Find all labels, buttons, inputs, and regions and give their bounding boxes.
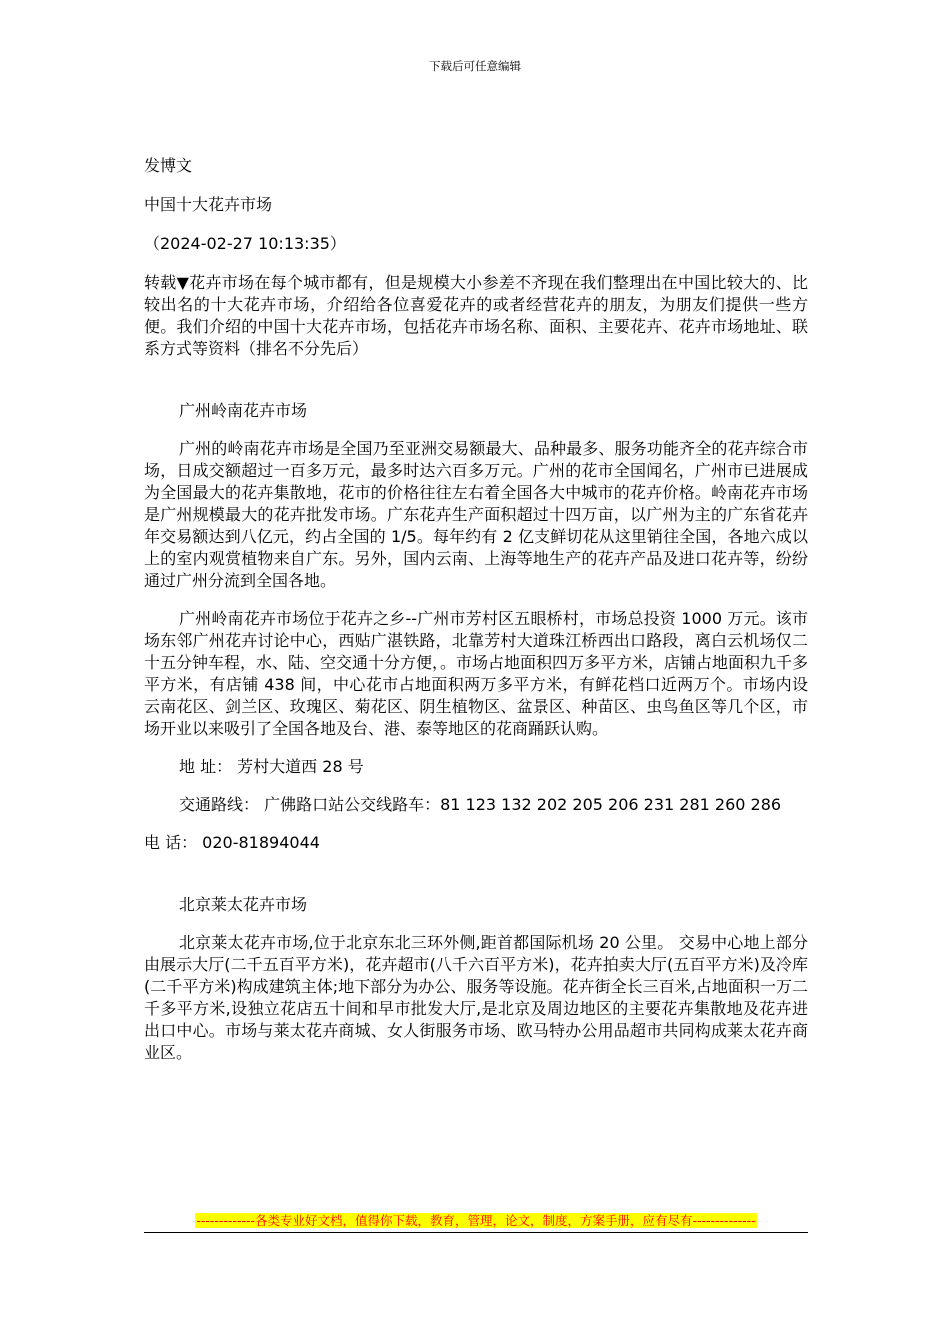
market-phone: 电 话： 020-81894044 [144,833,320,852]
post-datetime: （2024-02-27 10:13:35） [144,234,346,253]
market-heading-guangzhou: 广州岭南花卉市场 [179,401,308,420]
market-transit: 交通路线： 广佛路口站公交线路车：81 123 132 202 205 206 231 281 260 286 [179,795,782,814]
market-heading-beijing: 北京莱太花卉市场 [179,895,308,914]
market-address: 地 址： 芳村大道西 28 号 [179,757,364,776]
document-title: 中国十大花卉市场 [144,195,273,214]
market-paragraph: 广州岭南花卉市场位于花卉之乡--广州市芳村区五眼桥村，市场总投资 1000 万元。该市场东邻广州花卉讨论中心，西贴广湛铁路，北靠芳村大道珠江桥西出口路段，离白云机场仅二十五分钟车程，水、陆、空交通十分方便，。市场占地面积四万多平方米，店铺占地面积九千多平方米，有店铺 438 间，中心花市占地面积两万多平方米，有鲜花档口近两万个。市场内设云南花区、剑兰区、玫瑰区、菊花区、阴生植物区、盆景区、种苗区、虫鸟鱼区等几个区，市场开业以来吸引了全国各地及台、港、泰等地区的花商踊跃认购。 [144,609,809,738]
footer-divider [144,1232,808,1233]
market-paragraph: 北京莱太花卉市场,位于北京东北三环外侧,距首都国际机场 20 公里。 交易中心地上部分由展示大厅(二千五百平方米)，花卉超市(八千六百平方米)，花卉拍卖大厅(五百平方米)及冷库(二千平方米)构成建筑主体;地下部分为办公、服务等设施。花卉街全长三百米,占地面积一万二千多平方米,设独立花店五十间和早市批发大厅,是北京及周边地区的主要花卉集散地及花卉进出口中心。市场与莱太花卉商城、女人街服务市场、欧马特办公用品超市共同构成莱太花卉商业区。 [144,933,808,1062]
blog-label: 发博文 [144,156,193,175]
footer-banner-text: -------------各类专业好文档，值得你下载，教育，管理，论文，制度，方案手册，应有尽有-------------- [196,1213,756,1228]
document-body [144,155,808,1064]
page-header-note: 下载后可任意编辑 [429,59,521,73]
market-paragraph: 广州的岭南花卉市场是全国乃至亚洲交易额最大、品种最多、服务功能齐全的花卉综合市场，日成交额超过一百多万元，最多时达六百多万元。广州的花市全国闻名，广州市已进展成为全国最大的花卉集散地，花市的价格往往左右着全国各大中城市的花卉价格。岭南花卉市场是广州规模最大的花卉批发市场。广东花卉生产面积超过十四万亩，以广州为主的广东省花卉年交易额达到八亿元，约占全国的 1/5。每年约有 2 亿支鲜切花从这里销往全国，各地六成以上的室内观赏植物来自广东。另外，国内云南、上海等地生产的花卉产品及进口花卉等，纷纷通过广州分流到全国各地。 [144,439,808,590]
footer-banner [144,1213,808,1229]
intro-paragraph: 转载▼花卉市场在每个城市都有，但是规模大小参差不齐现在我们整理出在中国比较大的、比较出名的十大花卉市场，介绍给各位喜爱花卉的或者经营花卉的朋友，为朋友们提供一些方便。我们介绍的中国十大花卉市场，包括花卉市场名称、面积、主要花卉、花卉市场地址、联系方式等资料（排名不分先后） [144,273,808,358]
